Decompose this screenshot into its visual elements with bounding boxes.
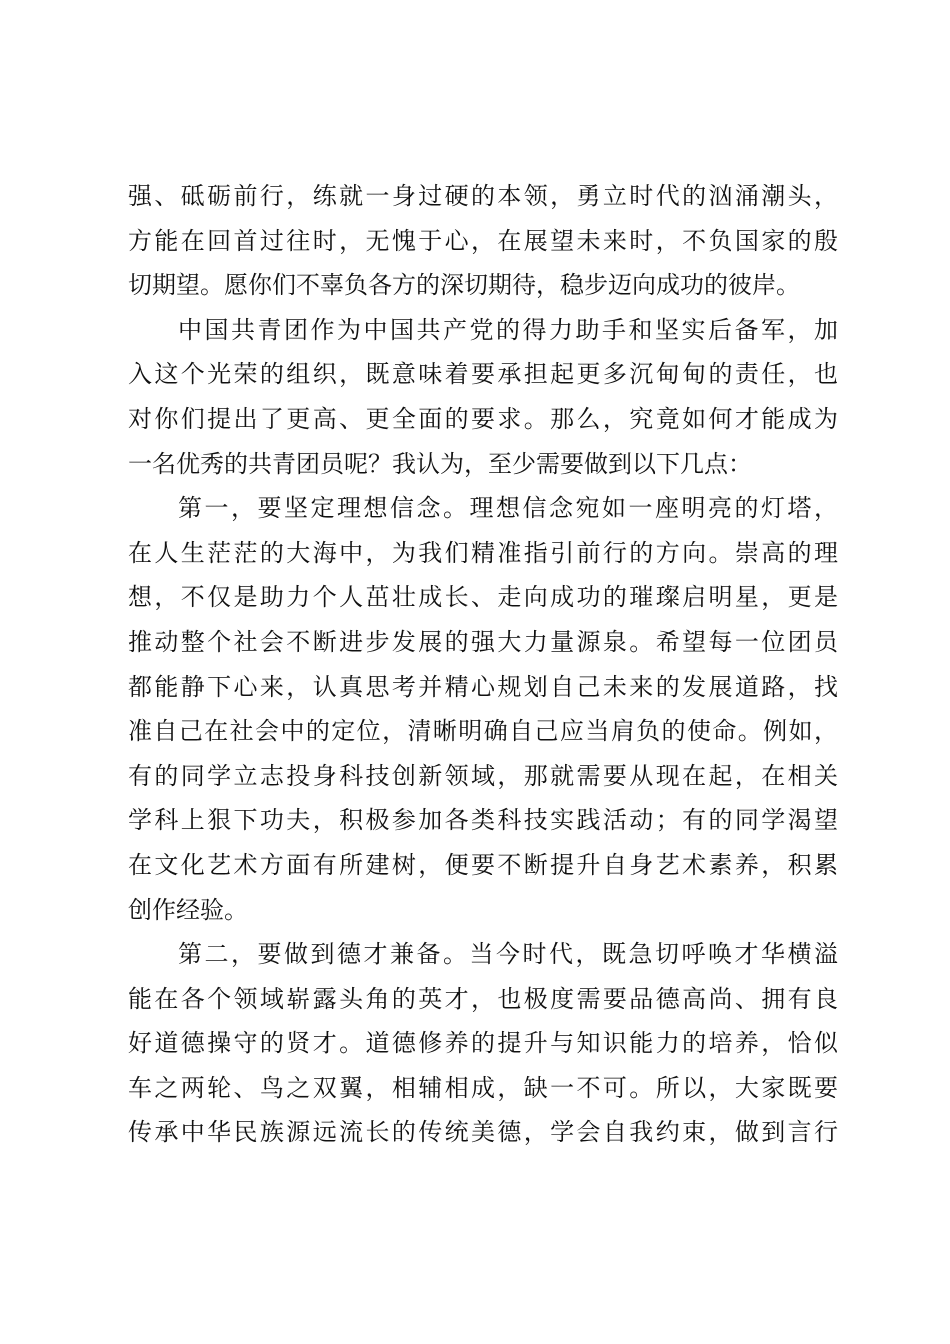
text-line: 创作经验。 [128, 895, 248, 924]
text-line: 有的同学立志投身科技创新领域，那就需要从现在起，在相关 [128, 761, 838, 790]
paragraph [128, 486, 838, 932]
text-line: 想，不仅是助力个人茁壮成长、走向成功的璀璨启明星，更是 [128, 583, 838, 612]
text-line: 车之两轮、鸟之双翼，相辅相成，缺一不可。所以，大家既要 [128, 1073, 838, 1102]
text-line: 在人生茫茫的大海中，为我们精准指引前行的方向。崇高的理 [128, 538, 838, 567]
text-line: 好道德操守的贤才。道德修养的提升与知识能力的培养，恰似 [128, 1029, 838, 1058]
text-line: 在文化艺术方面有所建树，便要不断提升自身艺术素养，积累 [128, 850, 838, 879]
text-line: 学科上狠下功夫，积极参加各类科技实践活动；有的同学渴望 [128, 806, 838, 835]
text-line: 推动整个社会不断进步发展的强大力量源泉。希望每一位团员 [128, 627, 838, 656]
paragraph [128, 932, 838, 1155]
text-line: 能在各个领域崭露头角的英才，也极度需要品德高尚、拥有良 [128, 984, 838, 1013]
body-text [128, 174, 838, 1155]
text-line: 对你们提出了更高、更全面的要求。那么，究竟如何才能成为 [128, 404, 838, 433]
text-line: 入这个光荣的组织，既意味着要承担起更多沉甸甸的责任，也 [128, 360, 838, 389]
text-line: 第一，要坚定理想信念。理想信念宛如一座明亮的灯塔， [178, 494, 838, 523]
text-line: 准自己在社会中的定位，清晰明确自己应当肩负的使命。例如， [128, 717, 838, 746]
text-line: 一名优秀的共青团员呢？我认为，至少需要做到以下几点： [128, 449, 752, 478]
text-line: 切期望。愿你们不辜负各方的深切期待，稳步迈向成功的彼岸。 [128, 271, 800, 300]
text-line: 中国共青团作为中国共产党的得力助手和坚实后备军，加 [178, 315, 838, 344]
text-line: 第二，要做到德才兼备。当今时代，既急切呼唤才华横溢 [178, 940, 838, 969]
paragraph [128, 174, 838, 308]
text-line: 传承中华民族源远流长的传统美德，学会自我约束，做到言行 [128, 1118, 838, 1147]
paragraph [128, 308, 838, 486]
text-line: 强、砥砺前行，练就一身过硬的本领，勇立时代的汹涌潮头， [128, 182, 838, 210]
text-line: 方能在回首过往时，无愧于心，在展望未来时，不负国家的殷 [128, 226, 838, 255]
text-line: 都能静下心来，认真思考并精心规划自己未来的发展道路，找 [128, 672, 838, 701]
